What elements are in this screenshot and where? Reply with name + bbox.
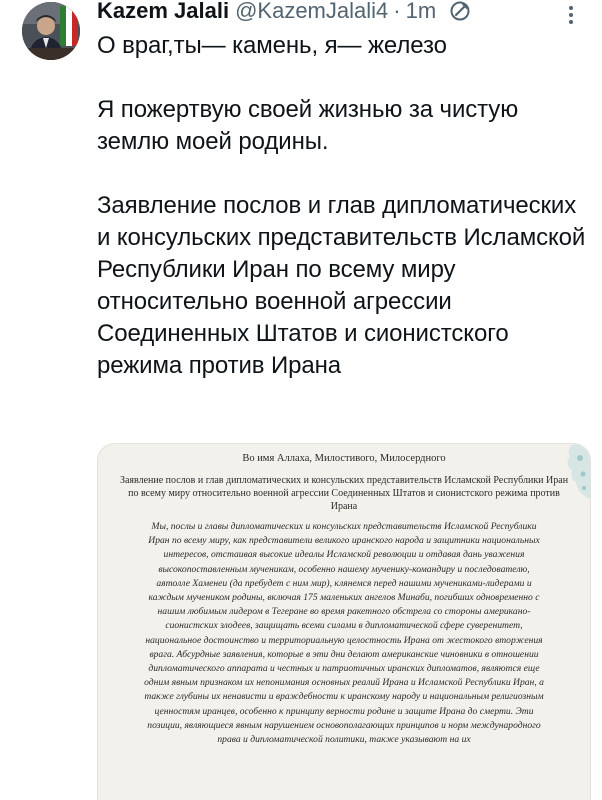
separator-dot: · — [393, 0, 401, 23]
document-title: Заявление послов и глав дипломатических и консульских представительств Исламской Республики Иран по всему миру относительно военной агрессии Соединенных Штатов и сионистского режима против Ирана — [119, 475, 569, 512]
author-handle[interactable]: @KazemJalali4 — [235, 0, 389, 23]
avatar-photo-icon — [22, 2, 80, 60]
tweet-time[interactable]: 1m — [405, 0, 437, 23]
more-options-icon[interactable] — [560, 4, 582, 26]
tweet-header — [97, 0, 472, 26]
tweet-paragraph-3: Заявление послов и глав дипломатических и консульских представительств Исламской Республики Иран по всему миру относительно военной агрессии Соединенных Штатов и сионистского режима против Ирана — [97, 192, 586, 379]
author-avatar[interactable] — [22, 2, 80, 60]
tweet-paragraph-2: Я пожертвую своей жизнью за чистую землю моей родины. — [97, 96, 519, 155]
document-heading: Во имя Аллаха, Милостивого, Милосердного — [242, 453, 446, 464]
author-name[interactable]: Kazem Jalali — [97, 0, 230, 23]
tweet-text — [97, 30, 592, 414]
edit-indicator-icon[interactable] — [448, 0, 472, 23]
tweet-paragraph-1: О враг,ты— камень, я— железо — [97, 32, 447, 59]
document-body: Мы, послы и главы дипломатических и консульских представительств Исламской Республики Иран по всему миру, как представители великого иранского народа и защитники национальных интересов, отстаивая высокие идеалы Исламской революции и отдавая дань уважения высокопоставленным мученикам, особенно нашему мученику-командиру и последователю, аятолле Хаменеи (да пребудет с ним мир), клянемся перед нашими мучениками-лидерами и каждым мучеником родины, включая 175 маленьких ангелов Минаби, погибших одновременно с нашим любимым лидером в Тегеране во время ракетного обстрела со стороны американо-сионистских злодеев, защищать всеми силами в дипломатической сфере суверенитет, национальное достоинство и территориальную целостность Ирана от жестокого вторжения врага. Абсурдные заявления, которые в эти дни делают американские чиновники в отношении дипломатического аппарата и честных и патриотичных иранских дипломатов, являются еще одним явным признаком их непонимания основных реалий Ирана и Исламской Республики Иран, а также глубины их ненависти и враждебности к иранскому народу и национальным религиозным ценностям иранцев, особенно к принципу верности родине и защите Ирана до смерти. Эти позиции, являющиеся явным нарушением основополагающих принципов и норм международного права и дипломатической политики, также указывают на их — [144, 521, 544, 746]
tweet-media-image[interactable] — [97, 443, 591, 800]
